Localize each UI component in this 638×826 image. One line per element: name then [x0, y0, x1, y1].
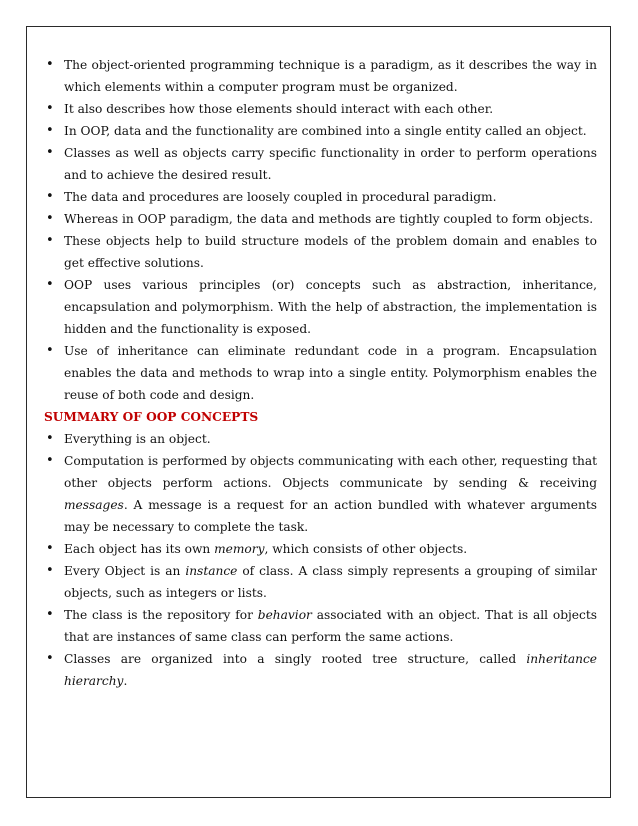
- emphasis-text: behavior: [257, 608, 312, 622]
- item-text: Computation is performed by objects communicating with each other, requesting that other objects perform actions. Objects communicate by sending & receiving: [64, 454, 597, 490]
- document-body: [44, 54, 597, 692]
- intro-bullet-list: [44, 54, 597, 406]
- emphasis-text: instance: [185, 564, 238, 578]
- section-heading: SUMMARY OF OOP CONCEPTS: [44, 410, 259, 424]
- list-item: • The object-oriented programming technique is a paradigm, as it describes the way in which elements within a computer program must be organized.: [44, 54, 597, 98]
- item-text: , which consists of other objects.: [264, 542, 468, 556]
- list-item: [44, 604, 597, 648]
- item-text: associated with an object. That is all objects that are instances of same class can perform the same actions.: [64, 608, 597, 644]
- list-item: [44, 450, 597, 538]
- emphasis-text: inheritance hierarchy: [64, 652, 597, 688]
- list-item: • Classes as well as objects carry specific functionality in order to perform operations and to achieve the desired result.: [44, 142, 597, 186]
- summary-bullet-list: [44, 428, 597, 692]
- list-item: • OOP uses various principles (or) concepts such as abstraction, inheritance, encapsulation and polymorphism. With the help of abstraction, the implementation is hidden and the functionality is exposed.: [44, 274, 597, 340]
- list-item: [44, 428, 597, 450]
- emphasis-text: messages: [64, 498, 124, 512]
- list-item: [44, 560, 597, 604]
- item-text: Each object has its own: [64, 542, 215, 556]
- list-item: • These objects help to build structure models of the problem domain and enables to get effective solutions.: [44, 230, 597, 274]
- list-item: • It also describes how those elements should interact with each other.: [44, 98, 597, 120]
- item-text: Classes are organized into a singly rooted tree structure, called: [64, 652, 527, 666]
- list-item: • The data and procedures are loosely coupled in procedural paradigm.: [44, 186, 597, 208]
- list-item: • In OOP, data and the functionality are combined into a single entity called an object.: [44, 120, 597, 142]
- list-item: • Whereas in OOP paradigm, the data and methods are tightly coupled to form objects.: [44, 208, 597, 230]
- item-text: The class is the repository for: [64, 608, 258, 622]
- item-text: .: [123, 674, 128, 688]
- list-item: • Use of inheritance can eliminate redundant code in a program. Encapsulation enables the data and methods to wrap into a single entity. Polymorphism enables the reuse of both code and design.: [44, 340, 597, 406]
- emphasis-text: memory: [214, 542, 265, 556]
- item-text: of class. A class simply represents a grouping of similar objects, such as integers or lists.: [64, 564, 597, 600]
- list-item: [44, 648, 597, 692]
- item-text: Every Object is an: [64, 564, 186, 578]
- item-text: . A message is a request for an action bundled with whatever arguments may be necessary to complete the task.: [64, 498, 597, 534]
- list-item: [44, 538, 597, 560]
- item-text: Everything is an object.: [64, 432, 211, 446]
